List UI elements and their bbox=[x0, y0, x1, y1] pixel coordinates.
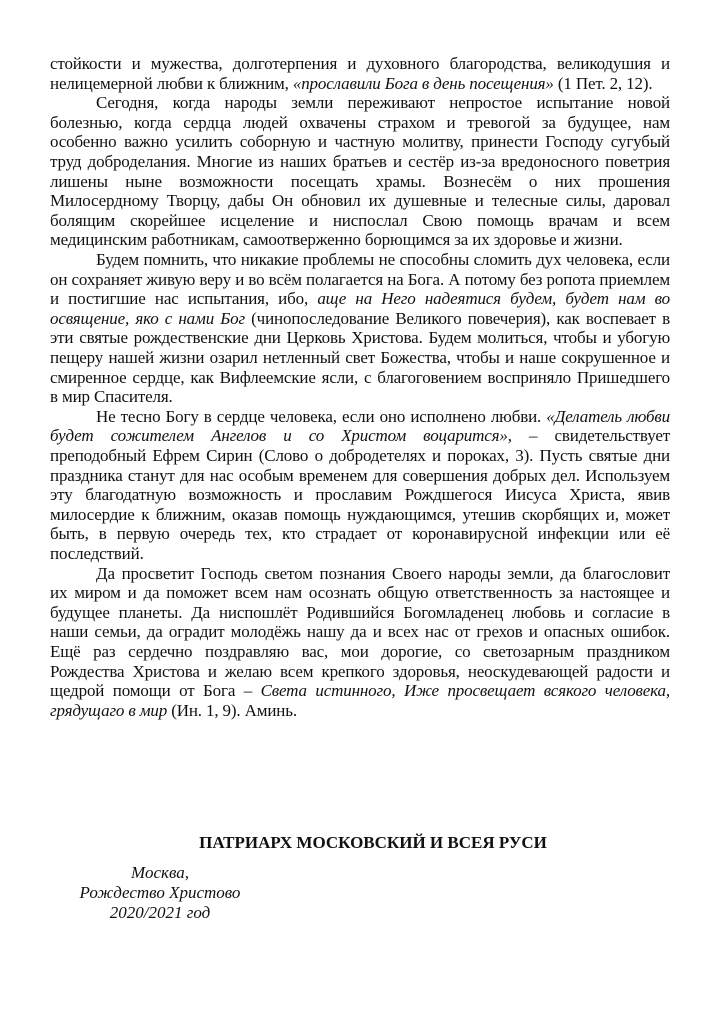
text-segment: , – свидетельствует bbox=[507, 426, 670, 446]
text-segment: медицинским работникам, самоотверженно борющимся за их здоровье и жизни. bbox=[50, 230, 623, 250]
text-segment: милосердие к ближним, оказав помощь нуждающимся, утешив скорбящих и, может bbox=[50, 504, 670, 524]
text-line bbox=[50, 74, 670, 94]
text-segment: особенно важно усилить соборную и частную молитву, принести Господу сугубый bbox=[50, 132, 670, 152]
text-line bbox=[50, 701, 670, 721]
text-line bbox=[50, 230, 670, 250]
text-line bbox=[50, 54, 670, 74]
text-line bbox=[50, 583, 670, 603]
quotation-text: Света истинного, Иже просвещает всякого человека, bbox=[260, 681, 670, 701]
text-segment: Ещё раз сердечно поздравляю вас, мои дорогие, со светозарным праздником bbox=[50, 642, 670, 661]
text-line bbox=[50, 348, 670, 368]
text-segment: эти святые рождественские дни Церковь Христова. Будем молиться, чтобы и убогую bbox=[50, 328, 670, 348]
text-segment: быть, в первую очередь тех, кто страдает от коронавирусной инфекции или её bbox=[50, 524, 670, 544]
text-segment: стойкости и мужества, долготерпения и духовного благородства, великодушия и bbox=[50, 54, 670, 73]
text-line bbox=[50, 191, 670, 211]
text-segment: Сегодня, когда народы земли переживают непростое испытание новой bbox=[96, 93, 670, 113]
text-segment: (чинопоследование Великого повечерия), как воспевает в bbox=[244, 308, 670, 328]
text-line bbox=[50, 642, 670, 662]
text-line bbox=[50, 172, 670, 192]
text-line bbox=[50, 681, 670, 701]
text-line bbox=[50, 446, 670, 466]
text-segment: в мир Спасителя. bbox=[50, 387, 173, 407]
quotation-text: «Делатель любви bbox=[546, 406, 670, 426]
text-segment: (1 Пет. 2, 12). bbox=[553, 73, 653, 93]
text-segment: праздника станут для нас особым временем для совершения добрых дел. Используем bbox=[50, 465, 670, 485]
text-segment: щедрой помощи от Бога – bbox=[50, 681, 261, 701]
text-segment: (Ин. 1, 9). Аминь. bbox=[167, 700, 297, 720]
text-line bbox=[50, 113, 670, 133]
quotation-text: освящение, яко с нами Бог bbox=[50, 308, 245, 328]
text-line bbox=[50, 662, 670, 682]
text-line bbox=[96, 250, 670, 270]
text-line bbox=[50, 505, 670, 525]
quotation-text: будет сожителем Ангелов и со Христом воцарится» bbox=[50, 426, 508, 446]
text-segment: Будем помнить, что никакие проблемы не способны сломить дух человека, если bbox=[96, 250, 670, 269]
text-segment: их миром и да поможет всем нам осознать общую ответственность за настоящее и bbox=[50, 583, 670, 603]
signature-title: ПАТРИАРХ МОСКОВСКИЙ И ВСЕЯ РУСИ bbox=[199, 833, 547, 852]
text-line bbox=[50, 622, 670, 642]
text-line bbox=[96, 407, 670, 427]
quotation-text: аще на Него надеятися будем, будет нам во bbox=[317, 289, 670, 309]
text-line bbox=[50, 603, 670, 623]
text-line bbox=[50, 309, 670, 329]
text-line bbox=[50, 485, 670, 505]
text-line bbox=[50, 524, 670, 544]
text-line bbox=[50, 466, 670, 486]
text-line bbox=[96, 93, 670, 113]
text-line bbox=[50, 328, 670, 348]
text-line bbox=[50, 132, 670, 152]
text-segment: смиренное сердце, как Вифлеемские ясли, с благоговением восприняло Пришедшего bbox=[50, 367, 670, 387]
text-segment: болящим скорейшее исцеление и ниспослал Свою помощь врачам и всем bbox=[50, 210, 670, 230]
text-segment: Милосердному Творцу, дабы Он обновил их душевные и телесные силы, даровал bbox=[50, 191, 670, 211]
signature-occasion: Рождество Христово bbox=[79, 883, 241, 902]
signature-year: 2020/2021 год bbox=[109, 903, 211, 922]
text-segment: последствий. bbox=[50, 544, 144, 563]
text-segment: наши семьи, да оградит молодёжь нашу да и всех нас от грехов и опасных ошибок. bbox=[50, 622, 670, 642]
text-line bbox=[50, 387, 670, 407]
text-segment: труд доброделания. Многие из наших братьев и сестёр из-за вредоносного поветрия bbox=[50, 152, 670, 171]
signature-place: Москва, bbox=[131, 863, 189, 882]
text-line bbox=[50, 368, 670, 388]
text-segment: Рождества Христова и желаю всем крепкого здоровья, неоскудевающей радости и bbox=[50, 661, 670, 681]
text-segment: пещеру нашей жизни озарил нетленный свет Божества, чтобы и наше сокрушенное и bbox=[50, 348, 670, 367]
text-segment: и постигшие нас испытания, ибо, bbox=[50, 289, 318, 309]
text-segment: нелицемерной любви к ближним, bbox=[50, 73, 293, 93]
text-segment: преподобный Ефрем Сирин (Слово о добродетелях и пороках, 3). Пусть святые дни bbox=[50, 446, 670, 465]
text-segment: Не тесно Богу в сердце человека, если оно исполнено любви. bbox=[96, 406, 547, 426]
quotation-text: грядущаго в мир bbox=[50, 700, 168, 720]
text-line bbox=[50, 152, 670, 172]
text-line bbox=[50, 289, 670, 309]
text-segment: он сохраняет живую веру и во всём полагается на Бога. А потому без ропота приемлем bbox=[50, 269, 670, 289]
text-line bbox=[96, 564, 670, 584]
text-segment: лишены ныне возможности посещать храмы. Вознесём о них прошения bbox=[50, 171, 670, 191]
quotation-text: «прославили Бога в день посещения» bbox=[292, 73, 554, 93]
text-segment: будущее планеты. Да ниспошлёт Родившийся Богомладенец любовь и согласие в bbox=[50, 602, 670, 622]
text-line bbox=[50, 426, 670, 446]
text-line bbox=[50, 270, 670, 290]
text-segment: Да просветит Господь светом познания Своего народы земли, да благословит bbox=[96, 563, 670, 583]
text-segment: эту благодатную возможность и прославим Рождшегося Иисуса Христа, явив bbox=[50, 485, 670, 505]
text-line bbox=[50, 544, 670, 564]
text-line bbox=[50, 211, 670, 231]
text-segment: болезнью, когда сердца людей охвачены страхом и тревогой за будущее, нам bbox=[50, 112, 670, 132]
